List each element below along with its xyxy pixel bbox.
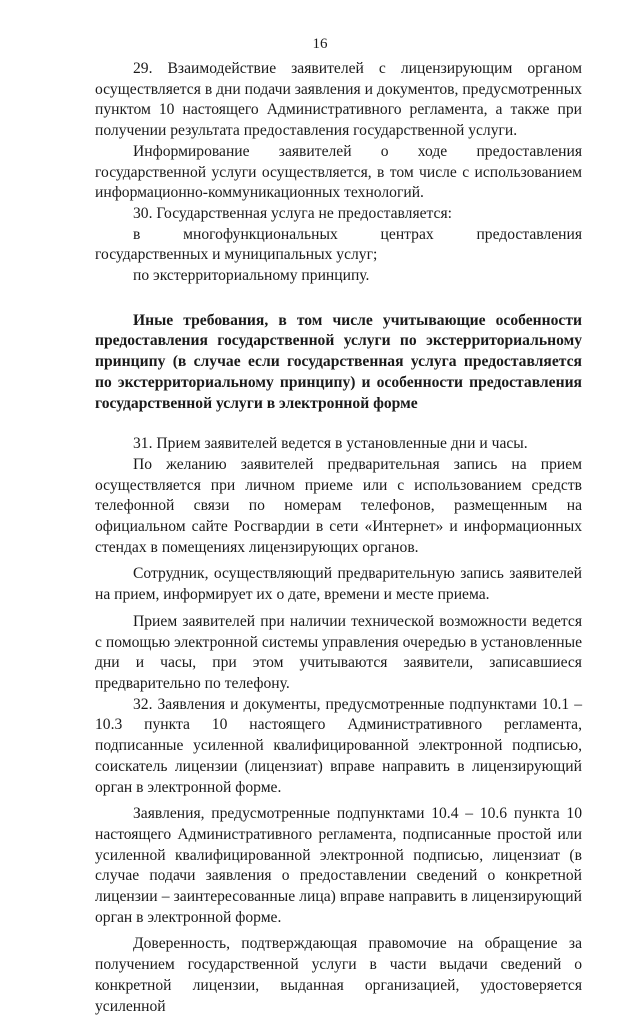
paragraph-29-informing: Информирование заявителей о ходе предоставления государственной услуги осуществляется, в том числе с использованием информационно-коммуникационных технологий. — [95, 142, 582, 202]
paragraph-30-item-extraterritorial: по экстерриториальному принципу. — [133, 267, 370, 285]
paragraph-31-appointment: По желанию заявителей предварительная запись на прием осуществляется при личном приеме или с использованием средств телефонной связи по номерам телефонов, размещенным на официальном сайте Росгвардии в сети «Интернет» и информационных стендах в помещениях лицензирующих органов. — [95, 455, 582, 556]
paragraph-32: 32. Заявления и документы, предусмотренные подпунктами 10.1 – 10.3 пункта 10 настоящего Административного регламента, подписанные усиленной квалифицированной электронной подписью, соискатель лицензии (лицензиат) вправе направить в лицензирующий орган в электронной форме. — [95, 695, 582, 796]
paragraph-31-employee: Сотрудник, осуществляющий предварительную запись заявителей на прием, информирует их о дате, времени и месте приема. — [95, 565, 582, 604]
section-heading: Иные требования, в том числе учитывающие особенности предоставления государственной услуги по экстерриториальному принципу (в случае если государственная услуга предоставляется по экстерриториальному принципу) и особенности предоставления государственной услуги в электронной форме — [95, 311, 582, 412]
paragraph-30-item-mfc: в многофункциональных центрах предоставления государственных и муниципальных услуг; — [95, 225, 582, 264]
paragraph-32-power-of-attorney: Доверенность, подтверждающая правомочие на обращение за получением государственной услуги в части выдачи сведений о конкретной лицензии, выданная организацией, удостоверяется усиленной — [95, 935, 582, 1015]
page-number: 16 — [312, 36, 328, 52]
paragraph-30: 30. Государственная услуга не предоставляется: — [133, 204, 452, 222]
paragraph-31: 31. Прием заявителей ведется в установленные дни и часы. — [133, 435, 528, 453]
paragraph-29: 29. Взаимодействие заявителей с лицензирующим органом осуществляется в дни подачи заявления и документов, предусмотренных пунктом 10 настоящего Административного регламента, а также при получении результата предоставления государственной услуги. — [95, 60, 582, 140]
paragraph-32-applications: Заявления, предусмотренные подпунктами 10.4 – 10.6 пункта 10 настоящего Административного регламента, подписанные простой или усиленной квалифицированной электронной подписью, лицензиат (в случае подачи заявления о предоставлении сведений о конкретной лицензии – заинтересованные лица) вправе направить в лицензирующий орган в электронной форме. — [95, 805, 582, 926]
paragraph-31-queue: Прием заявителей при наличии технической возможности ведется с помощью электронной системы управления очередью в установленные дни и часы, при этом учитываются заявители, записавшиеся предварительно по телефону. — [95, 612, 582, 692]
document-body — [95, 59, 582, 1017]
